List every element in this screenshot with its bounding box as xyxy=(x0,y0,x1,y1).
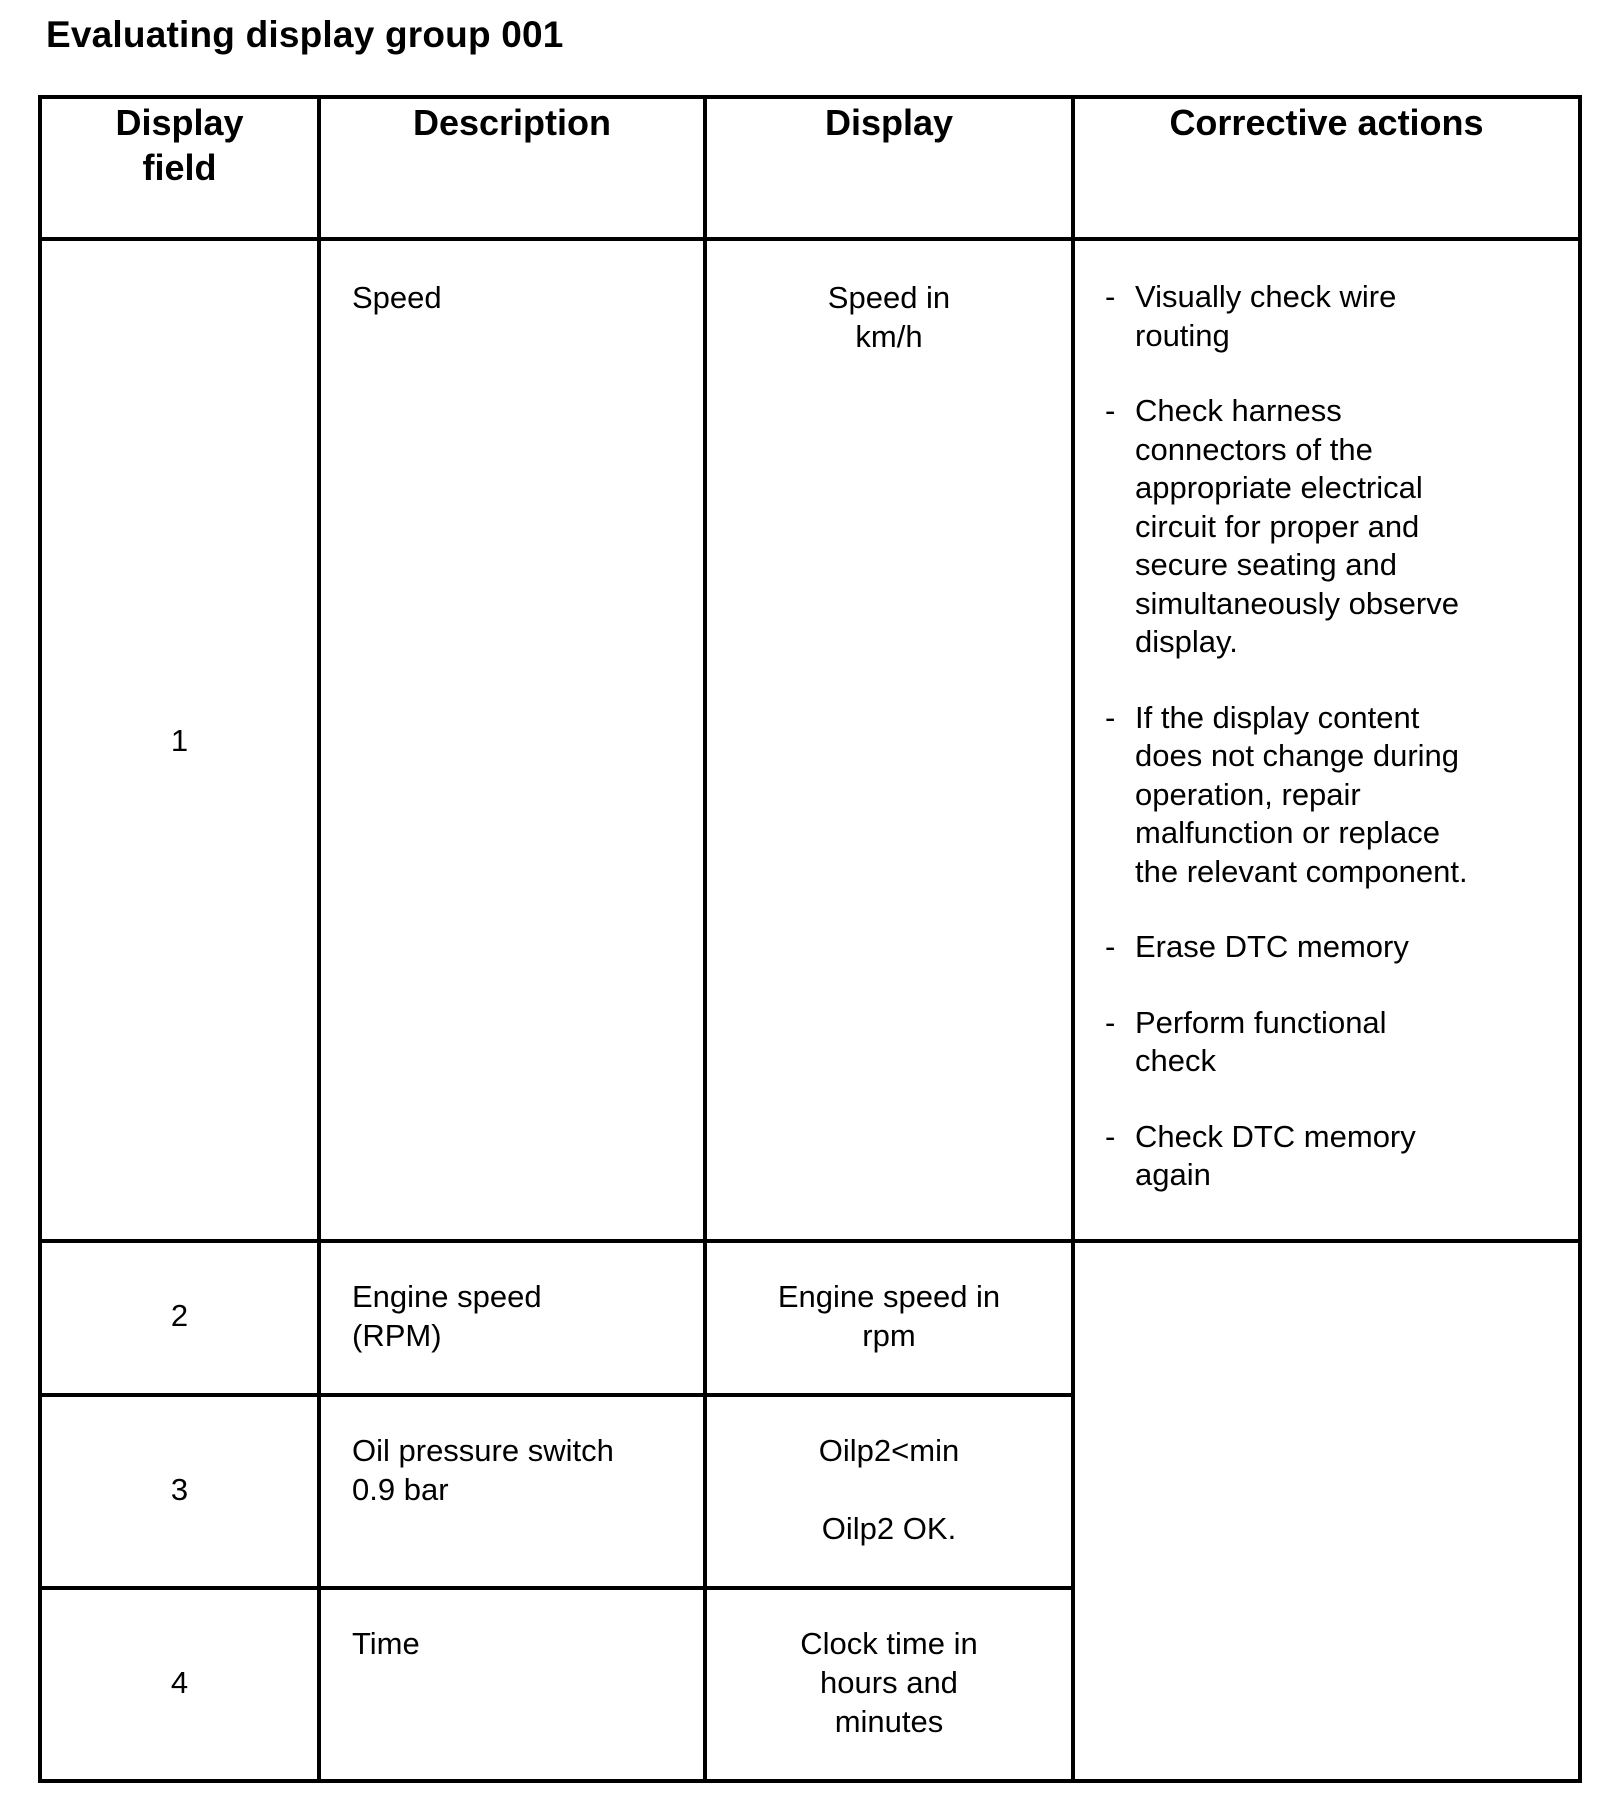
table-border-left xyxy=(38,95,42,1783)
row-1-description-line-1: Speed xyxy=(352,280,442,315)
row-4-display xyxy=(707,1624,1071,1741)
col-divider-1 xyxy=(317,95,321,1783)
row-4-display-line-1: Clock time in xyxy=(800,1626,978,1661)
header-display-field-line-1: Display xyxy=(115,102,244,143)
row-1-description xyxy=(352,278,692,317)
row-4-description xyxy=(352,1624,692,1663)
row-2-description-line-2: (RPM) xyxy=(352,1318,442,1353)
row-3-description-line-2: 0.9 bar xyxy=(352,1472,449,1507)
action-5-line-1: Perform functional xyxy=(1135,1004,1387,1040)
row-4-field: 4 xyxy=(170,1665,189,1700)
header-corrective-actions: Corrective actions xyxy=(1169,102,1484,143)
action-2-line-6: simultaneously observe xyxy=(1135,585,1459,621)
table-border-right xyxy=(1578,95,1582,1783)
corrective-action-item xyxy=(1105,1118,1575,1195)
row-2-display-line-1: Engine speed in xyxy=(777,1279,1001,1314)
row-3-display xyxy=(707,1431,1071,1548)
action-2-line-7: display. xyxy=(1135,624,1238,659)
action-2-line-2: connectors of the xyxy=(1135,431,1373,467)
corrective-action-item xyxy=(1105,699,1575,892)
row-2-display xyxy=(707,1277,1071,1355)
col-divider-3 xyxy=(1071,95,1075,1783)
action-3-line-1: If the display content xyxy=(1135,699,1420,735)
action-1-line-1: Visually check wire xyxy=(1135,279,1397,314)
corrective-action-item xyxy=(1105,928,1575,967)
action-4-line-1: Erase DTC memory xyxy=(1135,929,1409,964)
header-display-field-line-2: field xyxy=(142,147,217,188)
row-2-description-line-1: Engine speed xyxy=(352,1279,542,1314)
corrective-action-item xyxy=(1105,278,1575,355)
corrective-action-item xyxy=(1105,1004,1575,1081)
action-2-line-3: appropriate electrical xyxy=(1135,470,1423,505)
table-border-top xyxy=(38,95,1582,99)
row-4-display-line-3: minutes xyxy=(834,1704,944,1739)
page-title: Evaluating display group 001 xyxy=(46,14,564,55)
action-5-line-2: check xyxy=(1135,1043,1216,1078)
row-divider-2 xyxy=(38,1393,1072,1397)
row-1-display-line-2: km/h xyxy=(855,319,923,354)
action-3-line-5: the relevant component. xyxy=(1135,853,1468,889)
list-dash: - xyxy=(1105,279,1116,314)
list-dash: - xyxy=(1105,1004,1116,1040)
list-dash: - xyxy=(1105,699,1116,735)
row-2-field: 2 xyxy=(170,1298,189,1333)
action-3-line-2: does not change during xyxy=(1135,738,1460,773)
row-divider-3 xyxy=(38,1586,1072,1590)
table-border-bottom xyxy=(38,1779,1582,1783)
row-3-description-line-1: Oil pressure switch xyxy=(352,1433,614,1468)
list-dash: - xyxy=(1105,929,1116,964)
row-2-display-line-2: rpm xyxy=(862,1318,916,1353)
list-dash: - xyxy=(1105,1118,1116,1154)
action-1-line-2: routing xyxy=(1135,317,1230,353)
row-2-description xyxy=(352,1277,692,1355)
action-2-line-5: secure seating and xyxy=(1135,547,1397,582)
corrective-action-item xyxy=(1105,392,1575,662)
action-6-line-1: Check DTC memory xyxy=(1135,1118,1416,1154)
corrective-actions-list xyxy=(1105,278,1575,1195)
header-description: Description xyxy=(412,102,612,143)
action-2-line-1: Check harness xyxy=(1135,393,1342,428)
row-1-field: 1 xyxy=(170,723,189,758)
row-3-display-line-2: Oilp2 OK. xyxy=(821,1511,957,1546)
row-3-field: 3 xyxy=(170,1472,189,1507)
action-3-line-3: operation, repair xyxy=(1135,776,1361,812)
row-4-display-line-2: hours and xyxy=(820,1665,958,1700)
header-display-field xyxy=(42,100,317,190)
header-display: Display xyxy=(824,102,954,143)
row-3-display-line-1: Oilp2<min xyxy=(818,1433,960,1468)
action-2-line-4: circuit for proper and xyxy=(1135,508,1420,544)
action-6-line-2: again xyxy=(1135,1157,1211,1192)
row-divider-1 xyxy=(38,1239,1582,1243)
row-4-description-line-1: Time xyxy=(352,1626,420,1661)
row-1-display-line-1: Speed in xyxy=(827,280,951,315)
row-1-display xyxy=(707,278,1071,356)
list-dash: - xyxy=(1105,393,1116,428)
header-divider xyxy=(38,237,1582,241)
action-3-line-4: malfunction or replace xyxy=(1135,815,1440,850)
corrective-actions-cell xyxy=(1105,278,1575,1232)
row-3-description xyxy=(352,1431,692,1509)
